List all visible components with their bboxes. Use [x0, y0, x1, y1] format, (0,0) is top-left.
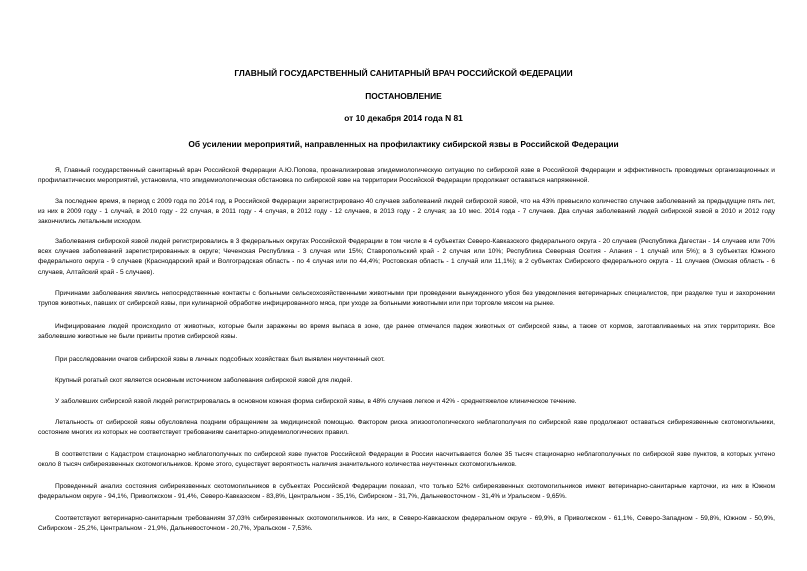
paragraph: Летальность от сибирской язвы обусловлена поздним обращением за медицинской помощью. Фактором риска эпизоотологического неблагополучия по сибирской язве продолжают оставаться сибиреязвенные скотомогильники, состояние многих из которых не соответствует требованиям санитарно-эпидемиологических правил. [38, 419, 775, 437]
document-date-number: от 10 декабря 2014 года N 81 [344, 113, 463, 123]
paragraph: Проведенный анализ состояния сибиреязвенных скотомогильников в субъектах Российской Федерации показал, что только 52% сибиреязвенных скотомогильников имеют ветеринарно-санитарные карточки, из них в Южном федеральном округе - 94,1%, Приволжском - 91,4%, Северо-Кавказском - 83,8%, Центральном - 35,1%, Сибирском - 31,7%, Дальневосточном - 31,4% и Уральском - 9,65%. [38, 483, 775, 501]
document-type: ПОСТАНОВЛЕНИЕ [365, 91, 442, 101]
paragraph: Заболевания сибирской язвой людей регистрировались в 3 федеральных округах Российской Федерации в том числе в 4 субъектах Северо-Кавказского федерального округа - 20 случаев (Республика Дагестан - 14 случаев или 70% всех случаев заболеваний зарегистрированных в округе; Чеченская Республика - 3 случая или 15%; Ставропольский край - 2 случая или 10%; Республика Северная Осетия - Алания - 1 случай или 5%); в 3 субъектах Южного федерального округа - 9 случаев (Краснодарский край и Волгоградская область - по 4 случая или по 44,4%; Ростовская область - 1 случай или 11,1%); в 2 субъектах Сибирского федерального округа - 11 случаев (Омская область - 6 случаев, Алтайский край - 5 случаев). [38, 238, 775, 276]
paragraph: В соответствии с Кадастром стационарно неблагополучных по сибирской язве пунктов Российской Федерации в России насчитывается более 35 тысяч стационарно неблагополучных по сибирской язве пунктов, в которых учтено около 8 тысяч сибиреязвенных скотомогильников. Кроме этого, существует вероятность наличия значительного количества неучтенных скотомогильников. [38, 451, 775, 469]
document-title: Об усилении мероприятий, направленных на профилактику сибирской язвы в Российской Федерации [188, 139, 619, 149]
paragraph: При расследовании очагов сибирской язвы в личных подсобных хозяйствах был выявлен неучтенный скот. [55, 356, 385, 363]
document-authority: ГЛАВНЫЙ ГОСУДАРСТВЕННЫЙ САНИТАРНЫЙ ВРАЧ РОССИЙСКОЙ ФЕДЕРАЦИИ [234, 68, 573, 78]
paragraph: Крупный рогатый скот является основным источником заболевания сибирской язвой для людей. [55, 377, 353, 384]
paragraph: Соответствуют ветеринарно-санитарным требованиям 37,03% сибиреязвенных скотомогильников. Из них, в Северо-Кавказском федеральном округе - 69,9%, в Приволжском - 61,1%, Северо-Западном - 59,8%, Южном - 50,9%, Сибирском - 25,2%, Центральном - 21,9%, Дальневосточном - 20,7%, Уральском - 7,53%. [38, 515, 775, 533]
paragraph: Инфицирование людей происходило от животных, которые были заражены во время выпаса в зоне, где ранее отмечался падеж животных от сибирской язвы, а также от кормов, заготавливаемых на этих территориях. Все заболевшие животные не были привиты против сибирской язвы. [38, 323, 775, 341]
paragraph: Я, Главный государственный санитарный врач Российской Федерации А.Ю.Попова, проанализировав эпидемиологическую ситуацию по сибирской язве в Российской Федерации и эффективность проводимых организационных и профилактических мероприятий, установила, что эпидемиологическая обстановка по сибирской язве на территории Российской Федерации продолжает оставаться напряженной. [38, 167, 775, 185]
paragraph: Причинами заболевания явились непосредственные контакты с больными сельскохозяйственными животными при проведении вынужденного убоя без уведомления ветеринарных специалистов, при разделке туш и захоронении трупов животных, павших от сибирской язвы, при кулинарной обработке инфицированного мяса, при уходе за больными животными или при торговле мясом на рынке. [38, 290, 775, 308]
paragraph: У заболевших сибирской язвой людей регистрировалась в основном кожная форма сибирской язвы, в 48% случаев легкое и 42% - среднетяжелое клиническое течение. [55, 398, 577, 405]
paragraph: За последнее время, в период с 2009 года по 2014 год, в Российской Федерации зарегистрировано 40 случаев заболеваний людей сибирской язвой, что на 43% превысило количество случаев заболеваний за предыдущие пять лет, из них в 2009 году - 1 случай, в 2010 году - 22 случая, в 2011 году - 4 случая, в 2012 году - 12 случаев, в 2013 году - 2 случая; за 10 мес. 2014 года - 7 случаев. Два случая заболеваний людей сибирской язвой в 2010 и 2012 году закончились летальным исходом. [38, 198, 775, 226]
